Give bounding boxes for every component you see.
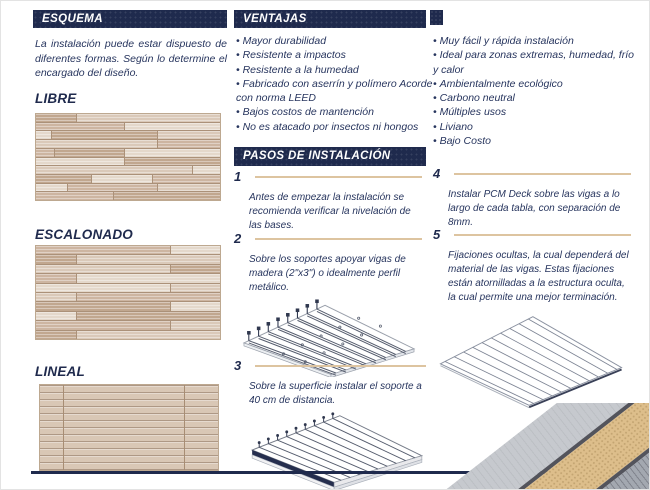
installation-step-4 <box>433 166 631 230</box>
step5-finished-deck-diagram <box>433 311 629 411</box>
step-number: 3 <box>234 358 242 373</box>
section-header-ventajas: VENTAJAS <box>234 10 426 28</box>
deck-pattern-escalonado-image <box>35 245 221 340</box>
step3-deck-support-diagram <box>244 410 430 490</box>
ventaja-item: • Carbono neutral <box>433 91 638 105</box>
header-accent-square <box>430 10 443 25</box>
installation-step-5 <box>433 227 631 411</box>
step-number: 4 <box>433 166 441 181</box>
installation-step-1 <box>234 169 422 233</box>
ventaja-item: • Mayor durabilidad <box>236 34 434 48</box>
section-header-esquema: ESQUEMA <box>33 10 227 28</box>
ventaja-item: • Resistente a impactos <box>236 48 434 62</box>
ventaja-item: • Muy fácil y rápida instalación <box>433 34 638 48</box>
ventaja-item: • Ideal para zonas extremas, humedad, frío y calor <box>433 48 638 77</box>
ventaja-item: • Resistente a la humedad <box>236 63 434 77</box>
lineal-joint-left <box>63 385 64 470</box>
ventaja-item: • Múltiples usos <box>433 105 638 119</box>
step-number: 5 <box>433 227 441 242</box>
installation-step-2 <box>234 231 422 377</box>
deck-pattern-libre-image <box>35 113 221 201</box>
ventaja-item: • No es atacado por insectos ni hongos <box>236 120 434 134</box>
esquema-description: La instalación puede estar dispuesto de diferentes formas. Según lo determine el encargado del diseño. <box>35 38 227 79</box>
step-rule <box>454 173 631 175</box>
step-number: 2 <box>234 231 242 246</box>
deck-boards-group <box>429 403 650 490</box>
ventajas-list-right <box>433 34 638 148</box>
deck-color-samples-photo <box>429 403 650 490</box>
ventaja-item: • Ambientalmente ecológico <box>433 77 638 91</box>
step-text: Fijaciones ocultas, la cual dependerá del material de las vigas. Estas fijaciones están atornilladas a la estructura oculta, la cual permite una mejor terminación. <box>448 250 629 303</box>
ventaja-item: • Liviano <box>433 120 638 134</box>
section-header-pasos: PASOS DE INSTALACIÓN <box>234 147 426 166</box>
ventaja-item: • Bajos costos de mantención <box>236 105 434 119</box>
deck-pattern-lineal-image <box>39 384 219 471</box>
step-text: Sobre la superficie instalar el soporte a 40 cm de distancia. <box>249 381 422 406</box>
ventajas-list-left <box>236 34 434 134</box>
pattern-title-libre: LIBRE <box>35 91 77 106</box>
step-text: Antes de empezar la instalación se recomienda verificar la nivelación de las bases. <box>249 192 411 231</box>
step-text: Sobre los soportes apoyar vigas de madera (2"x3") o idealmente perfil metálico. <box>249 254 406 293</box>
step-rule <box>255 365 426 367</box>
ventaja-item: • Bajo Costo <box>433 134 638 148</box>
step-rule <box>454 234 631 236</box>
step-number: 1 <box>234 169 242 184</box>
ventaja-item: • Fabricado con aserrín y polímero Acorde con norma LEED <box>236 77 434 106</box>
pattern-title-lineal: LINEAL <box>35 364 85 379</box>
step-text: Instalar PCM Deck sobre las vigas a lo largo de cada tabla, con separación de 8mm. <box>448 189 621 228</box>
step-rule <box>255 176 422 178</box>
pattern-title-escalonado: ESCALONADO <box>35 227 134 242</box>
lineal-joint-right <box>184 385 185 470</box>
step-rule <box>255 238 422 240</box>
